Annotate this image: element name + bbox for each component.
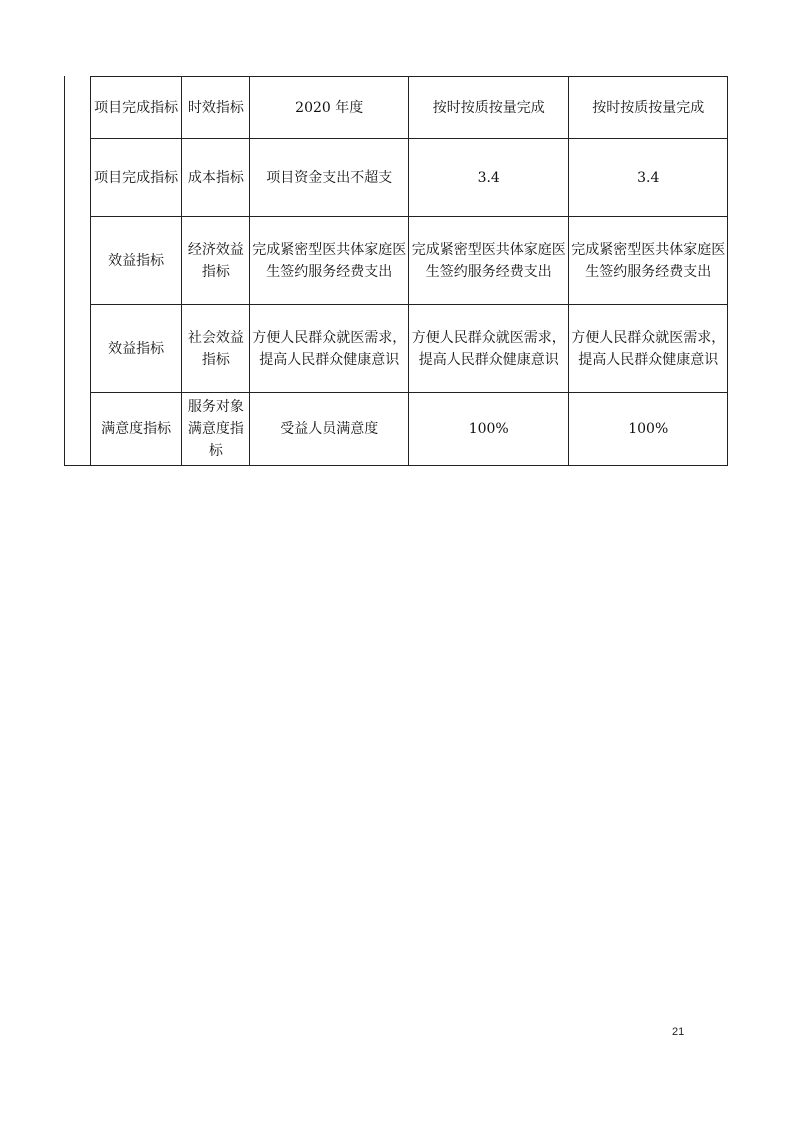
target-value-cell: 方便人民群众就医需求，提高人民群众健康意识 (408, 305, 569, 393)
level1-indicator-cell: 项目完成指标 (91, 77, 182, 139)
actual-value-cell: 完成紧密型医共体家庭医生签约服务经费支出 (569, 217, 728, 305)
level3-indicator-cell: 项目资金支出不超支 (250, 139, 408, 217)
target-value-cell: 完成紧密型医共体家庭医生签约服务经费支出 (408, 217, 569, 305)
level1-indicator-cell: 满意度指标 (91, 393, 182, 466)
table-row (91, 305, 728, 393)
target-value-cell: 3.4 (408, 139, 569, 217)
page-number: 21 (672, 1026, 685, 1038)
actual-value-cell: 100% (569, 393, 728, 466)
actual-value-cell: 3.4 (569, 139, 728, 217)
actual-value-cell: 按时按质按量完成 (569, 77, 728, 139)
level1-indicator-cell: 效益指标 (91, 217, 182, 305)
outer-table-border-bottom (64, 465, 91, 466)
target-value-cell: 按时按质按量完成 (408, 77, 569, 139)
level2-indicator-cell: 经济效益指标 (182, 217, 250, 305)
table-row (91, 139, 728, 217)
level3-indicator-cell: 受益人员满意度 (250, 393, 408, 466)
table-row (91, 393, 728, 466)
level2-indicator-cell: 时效指标 (182, 77, 250, 139)
level2-indicator-cell: 社会效益指标 (182, 305, 250, 393)
level2-indicator-cell: 服务对象满意度指标 (182, 393, 250, 466)
level1-indicator-cell: 项目完成指标 (91, 139, 182, 217)
performance-indicator-table (90, 76, 728, 466)
level3-indicator-cell: 方便人民群众就医需求，提高人民群众健康意识 (250, 305, 408, 393)
level1-indicator-cell: 效益指标 (91, 305, 182, 393)
level3-indicator-cell: 2020 年度 (250, 77, 408, 139)
level3-indicator-cell: 完成紧密型医共体家庭医生签约服务经费支出 (250, 217, 408, 305)
table-row (91, 217, 728, 305)
outer-table-border (64, 76, 65, 466)
actual-value-cell: 方便人民群众就医需求，提高人民群众健康意识 (569, 305, 728, 393)
table-row (91, 77, 728, 139)
target-value-cell: 100% (408, 393, 569, 466)
level2-indicator-cell: 成本指标 (182, 139, 250, 217)
